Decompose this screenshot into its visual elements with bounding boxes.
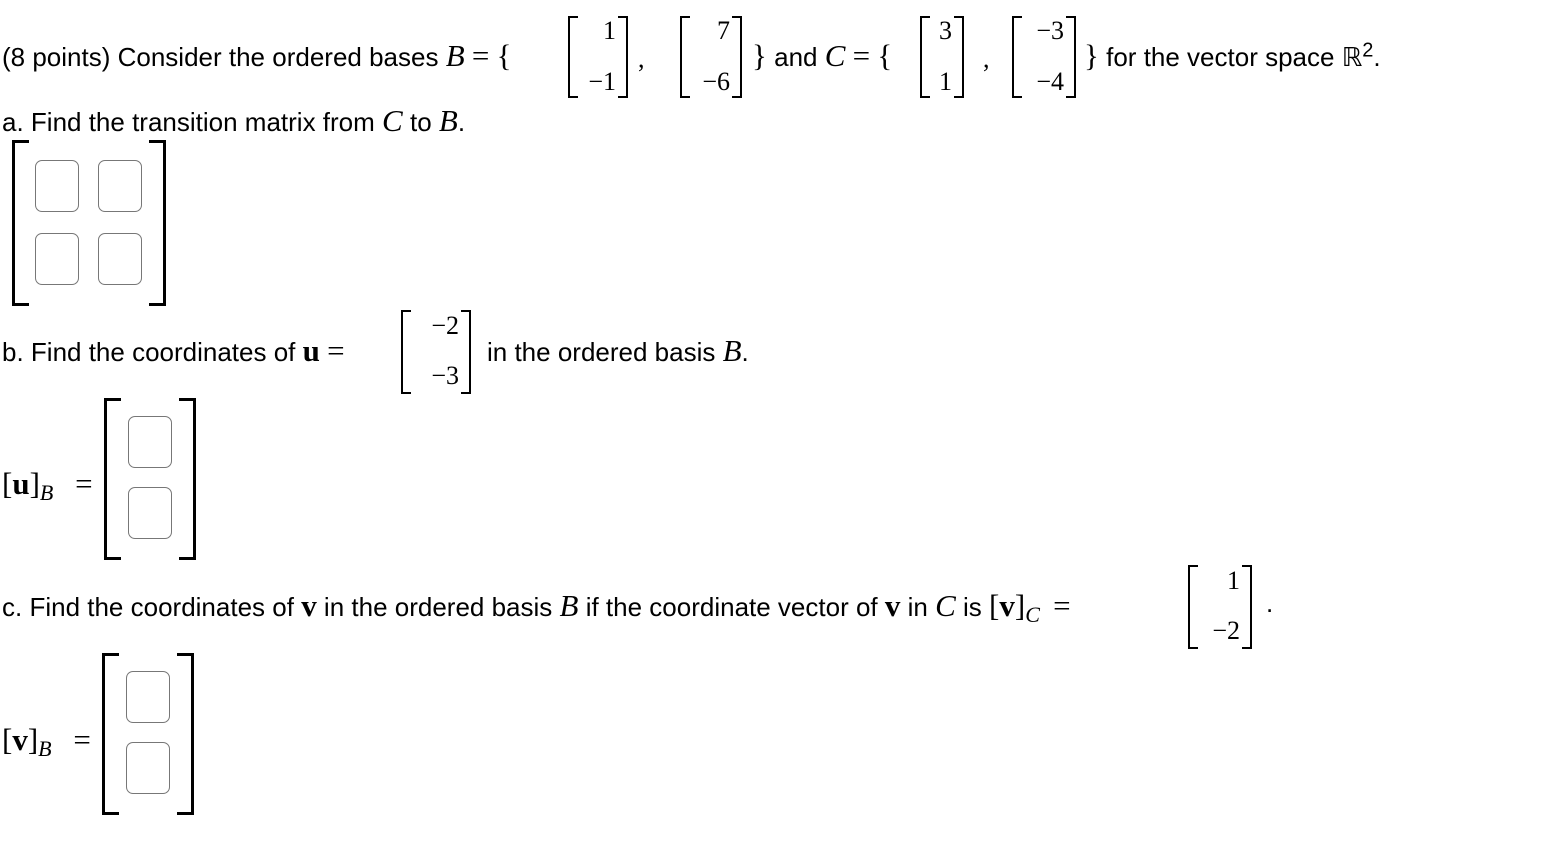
equals-sign: = xyxy=(471,38,490,73)
basis-C-symbol: C xyxy=(935,588,956,623)
basis-C-vector-1 xyxy=(920,16,964,98)
in-text: in xyxy=(907,592,928,622)
v-symbol: v xyxy=(884,588,901,623)
u-symbol: u xyxy=(12,466,30,501)
problem-intro: (8 points) Consider the ordered bases xyxy=(2,42,439,72)
in-basis-text: in the ordered basis xyxy=(487,337,716,367)
equals-sign: = xyxy=(327,333,345,368)
part-c-text: c. Find the coordinates of xyxy=(2,592,294,622)
right-brace: } xyxy=(752,38,767,73)
equals-sign: = xyxy=(1053,588,1071,623)
v-coord-label xyxy=(2,722,91,761)
right-bracket: ] xyxy=(27,722,39,757)
left-brace: { xyxy=(877,38,893,73)
from-basis-symbol: C xyxy=(382,103,403,138)
v-symbol: v xyxy=(12,722,28,757)
vector-entry: −2 xyxy=(1212,616,1240,645)
problem-statement xyxy=(2,38,511,74)
vector-entry: 1 xyxy=(1227,566,1240,595)
for-text: for the vector space xyxy=(1106,42,1335,72)
period: . xyxy=(1373,42,1381,72)
matrix-entry-2-2-input[interactable] xyxy=(98,233,142,285)
basis-C-symbol: C xyxy=(824,38,846,73)
basis-subscript: B xyxy=(39,480,54,505)
part-b-prompt-end xyxy=(487,333,749,369)
vector-entry: −2 xyxy=(431,311,459,340)
right-bracket: ] xyxy=(29,466,40,501)
basis-subscript: C xyxy=(1025,602,1040,627)
vector-entry: 1 xyxy=(939,67,952,96)
v-coordinate-2-input[interactable] xyxy=(126,742,170,794)
left-bracket: [ xyxy=(2,722,13,757)
problem-statement-continued xyxy=(752,38,892,74)
vector-entry: 7 xyxy=(717,16,730,45)
part-a-prompt xyxy=(2,103,465,139)
matrix-entry-2-1-input[interactable] xyxy=(35,233,79,285)
v-coordinate-vector-C xyxy=(1188,565,1252,649)
matrix-entry-1-1-input[interactable] xyxy=(35,160,79,212)
u-coordinate-2-input[interactable] xyxy=(128,487,172,539)
left-bracket: [ xyxy=(989,588,1000,623)
vector-entry: −6 xyxy=(702,67,730,96)
vector-entry: −4 xyxy=(1036,67,1064,96)
v-symbol: v xyxy=(301,588,317,623)
transition-matrix-answer xyxy=(12,140,166,306)
vector-entry: 3 xyxy=(939,16,952,45)
right-bracket: ] xyxy=(1014,588,1026,623)
matrix-entry-1-2-input[interactable] xyxy=(98,160,142,212)
if-text: if the coordinate vector of xyxy=(585,592,878,622)
basis-C-vector-2 xyxy=(1012,16,1076,98)
u-symbol: u xyxy=(302,333,320,368)
problem-statement-end xyxy=(1084,38,1381,74)
in-basis-text: in the ordered basis xyxy=(323,592,553,622)
v-coordinates-answer xyxy=(102,653,194,815)
basis-symbol: B xyxy=(559,588,579,623)
period: . xyxy=(457,107,466,137)
u-coordinate-1-input[interactable] xyxy=(128,416,172,468)
to-text: to xyxy=(409,107,432,137)
vector-entry: −3 xyxy=(1036,16,1064,45)
u-vector xyxy=(401,310,471,394)
equals-sign: = xyxy=(75,466,93,501)
period: . xyxy=(1266,588,1274,618)
equals-sign: = xyxy=(852,38,871,73)
vector-space-exponent: 2 xyxy=(1362,39,1374,62)
basis-B-vector-1 xyxy=(568,16,628,98)
part-b-text: b. Find the coordinates of xyxy=(2,337,296,367)
basis-B-symbol: B xyxy=(445,38,465,73)
to-basis-symbol: B xyxy=(438,103,458,138)
vector-entry: −1 xyxy=(588,67,616,96)
vector-entry: −3 xyxy=(431,361,459,390)
and-text: and xyxy=(774,42,818,72)
vector-entry: 1 xyxy=(603,16,616,45)
v-symbol: v xyxy=(999,588,1015,623)
is-text: is xyxy=(963,592,982,622)
basis-B-vector-2 xyxy=(680,16,742,98)
part-a-text: a. Find the transition matrix from xyxy=(2,107,375,137)
period: . xyxy=(741,337,749,367)
comma: , xyxy=(638,44,645,73)
part-c-prompt xyxy=(2,588,1071,627)
part-b-prompt xyxy=(2,333,345,369)
u-coordinates-answer xyxy=(104,398,196,560)
equals-sign: = xyxy=(73,722,91,757)
left-bracket: [ xyxy=(2,466,13,501)
v-coordinate-1-input[interactable] xyxy=(126,671,170,723)
comma: , xyxy=(983,44,990,73)
u-coord-label xyxy=(2,466,93,505)
left-brace: { xyxy=(496,38,512,73)
vector-space-symbol: ℝ xyxy=(1341,42,1363,72)
right-brace: } xyxy=(1084,38,1099,73)
basis-subscript: B xyxy=(38,736,52,761)
basis-symbol: B xyxy=(722,333,742,368)
